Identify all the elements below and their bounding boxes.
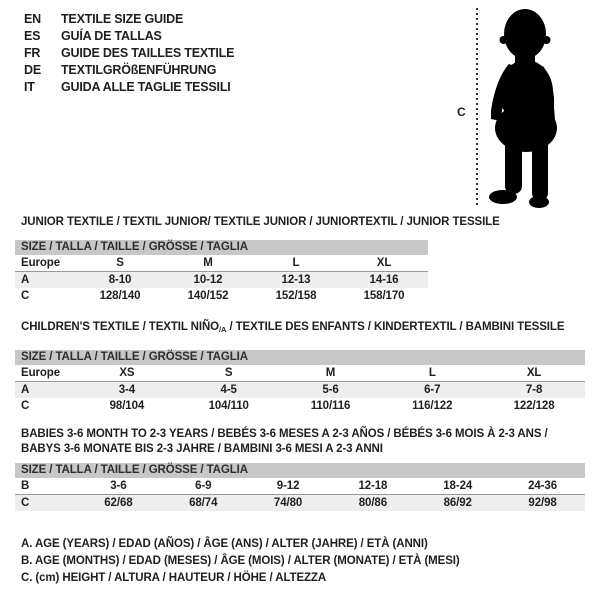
language-title: GUÍA DE TALLAS — [61, 29, 162, 43]
cell-value: S — [116, 257, 124, 269]
language-row — [24, 28, 234, 45]
cell-value: 128/140 — [99, 290, 141, 302]
table-row — [15, 365, 585, 382]
cell-value: 18-24 — [443, 480, 473, 492]
row-label: C — [21, 497, 30, 509]
size-header-bar: SIZE / TALLA / TAILLE / GRÖSSE / TAGLIA — [15, 240, 428, 255]
table-title-part: / TEXTILE DES ENFANTS / KINDERTEXTIL / BAMBINI TESSILE — [226, 321, 565, 333]
language-row — [24, 62, 234, 79]
cell-value: XS — [119, 367, 135, 379]
footnote-line: B. AGE (MONTHS) / EDAD (MESES) / ÂGE (MOIS) / ALTER (MONATE) / ETÀ (MESI) — [21, 555, 460, 567]
footnotes — [21, 536, 460, 587]
size-table-section-children — [15, 320, 585, 414]
table-title-part: BABYS 3-6 MONATE BIS 2-3 JAHRE / BAMBINI 3-6 MESI A 2-3 ANNI — [21, 443, 383, 455]
cell-value: XL — [376, 257, 392, 269]
size-table-section-junior — [15, 215, 500, 304]
cell-value: 10-12 — [193, 274, 223, 286]
language-code: IT — [24, 80, 35, 94]
cell-value: M — [203, 257, 213, 269]
row-label: A — [21, 384, 30, 396]
language-row — [24, 45, 234, 62]
cell-value: 110/116 — [310, 400, 351, 412]
table-title — [21, 320, 585, 337]
baby-silhouette-icon — [488, 5, 583, 209]
cell-value: 7-8 — [525, 384, 543, 396]
table-row — [15, 255, 428, 272]
table-row — [15, 478, 585, 495]
cell-value: 140/152 — [187, 290, 229, 302]
size-table — [15, 350, 585, 414]
cell-value: 80/86 — [358, 497, 388, 509]
language-row — [24, 79, 234, 96]
size-table — [15, 240, 428, 304]
language-title: GUIDE DES TAILLES TEXTILE — [61, 46, 235, 60]
table-title — [21, 215, 500, 229]
table-row — [15, 272, 428, 288]
cell-value: 6-7 — [424, 384, 441, 396]
table-row — [15, 288, 428, 304]
row-label: C — [21, 400, 30, 412]
table-title — [21, 427, 585, 457]
cell-value: XL — [526, 367, 542, 379]
cell-value: M — [325, 367, 336, 379]
language-title: TEXTILGRÖßENFÜHRUNG — [61, 63, 217, 77]
cell-value: 68/74 — [189, 497, 218, 509]
table-title-part: CHILDREN'S TEXTILE / TEXTIL NIÑO — [21, 321, 220, 333]
cell-value: 122/128 — [513, 400, 555, 412]
cell-value: 152/158 — [275, 290, 317, 302]
cell-value: 4-5 — [220, 384, 237, 396]
cell-value: 12-18 — [358, 480, 388, 492]
cell-value: 3-4 — [118, 384, 136, 396]
table-title-part: /A — [219, 325, 227, 334]
cell-value: 92/98 — [528, 497, 557, 509]
height-measure-dotted-line — [476, 8, 478, 206]
table-title-part: JUNIOR TEXTILE / TEXTIL JUNIOR/ TEXTILE JUNIOR / JUNIORTEXTIL / JUNIOR TESSILE — [21, 216, 500, 228]
cell-value: 86/92 — [443, 497, 472, 509]
language-code: DE — [24, 63, 41, 77]
cell-value: 12-13 — [281, 274, 311, 286]
language-row — [24, 11, 234, 28]
cell-value: 158/170 — [363, 290, 405, 302]
row-label: C — [21, 290, 30, 302]
row-label: Europe — [21, 257, 61, 269]
size-table-section-babies — [15, 427, 585, 511]
cell-value: 6-9 — [195, 480, 212, 492]
language-title: TEXTILE SIZE GUIDE — [61, 12, 184, 26]
cell-value: 116/122 — [412, 400, 453, 412]
footnote-line: A. AGE (YEARS) / EDAD (AÑOS) / ÂGE (ANS) / ALTER (JAHRE) / ETÀ (ANNI) — [21, 538, 428, 550]
cell-value: 24-36 — [528, 480, 558, 492]
cell-value: 5-6 — [322, 384, 339, 396]
cell-value: L — [292, 257, 300, 269]
language-code: FR — [24, 46, 41, 60]
cell-value: 104/110 — [208, 400, 249, 412]
cell-value: 3-6 — [110, 480, 127, 492]
size-header-bar: SIZE / TALLA / TAILLE / GRÖSSE / TAGLIA — [15, 463, 585, 478]
cell-value: 9-12 — [276, 480, 300, 492]
row-label: Europe — [21, 367, 61, 379]
cell-value: 74/80 — [273, 497, 303, 509]
language-title: GUIDA ALLE TAGLIE TESSILI — [61, 80, 231, 94]
cell-value: L — [428, 367, 436, 379]
row-label: B — [21, 480, 30, 492]
footnote-line: C. (cm) HEIGHT / ALTURA / HAUTEUR / HÖHE / ALTEZZA — [21, 572, 327, 584]
language-code: EN — [24, 12, 41, 26]
cell-value: 14-16 — [369, 274, 399, 286]
height-measure-label: C — [457, 105, 466, 119]
table-title-part: BABIES 3-6 MONTH TO 2-3 YEARS / BEBÉS 3-6 MESES A 2-3 AÑOS / BÉBÉS 3-6 MOIS À 2-3 ANS / — [21, 428, 548, 440]
cell-value: 62/68 — [104, 497, 133, 509]
table-row — [15, 382, 585, 398]
cell-value: 8-10 — [108, 274, 132, 286]
size-table — [15, 463, 585, 511]
language-code: ES — [24, 29, 41, 43]
table-row — [15, 398, 585, 414]
cell-value: 98/104 — [109, 400, 145, 412]
cell-value: S — [224, 367, 233, 379]
size-header-bar: SIZE / TALLA / TAILLE / GRÖSSE / TAGLIA — [15, 350, 585, 365]
row-label: A — [21, 274, 30, 286]
language-header — [24, 11, 234, 96]
table-row — [15, 495, 585, 511]
